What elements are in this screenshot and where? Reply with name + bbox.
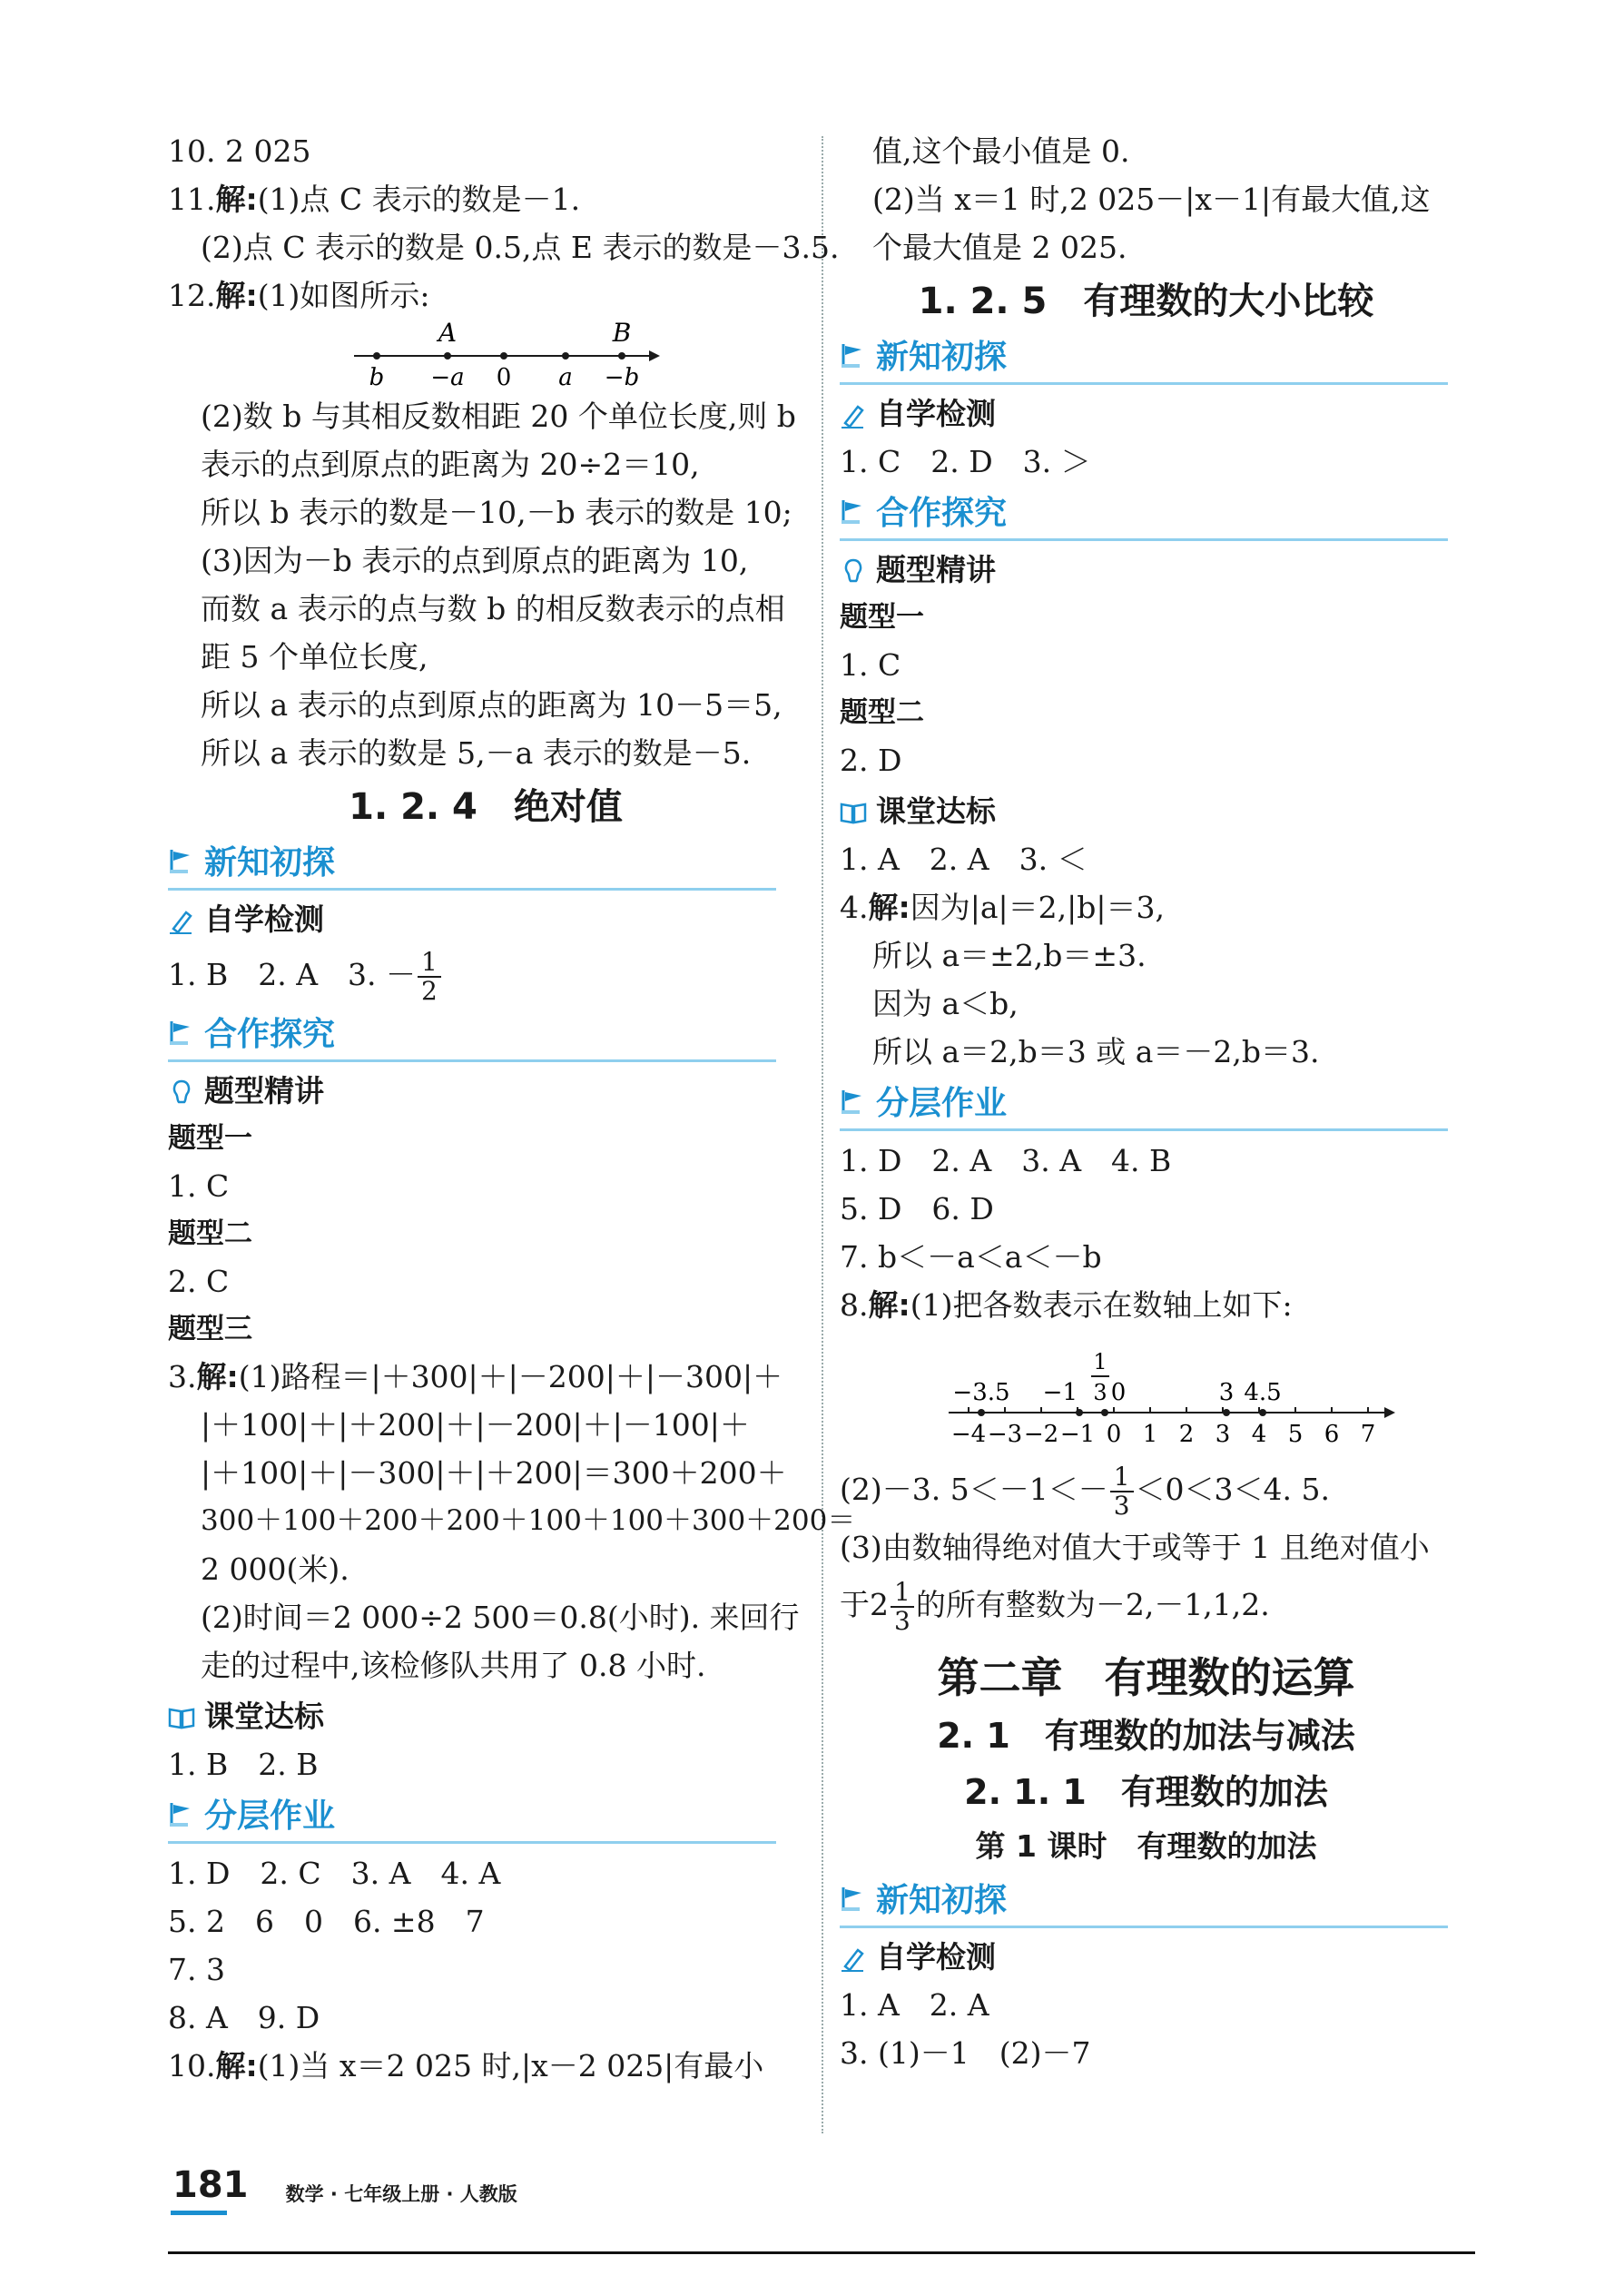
tick-label: −1: [1059, 1421, 1096, 1448]
right-column: [840, 127, 1452, 2077]
subsection-heading: 自学检测: [168, 896, 803, 943]
tick-label: 6: [1324, 1421, 1340, 1448]
tick-label: −4: [950, 1421, 987, 1448]
point-label-a-upper: A: [438, 320, 458, 348]
answer-line: 4.解:因为|a|＝2,|b|＝3,: [840, 890, 1165, 925]
page-footer: [172, 2164, 517, 2207]
answer-line: 而数 a 表示的点与数 b 的相反数表示的点相: [201, 591, 785, 626]
tick-label: −b: [604, 364, 640, 391]
section-title: 2. 1 有理数的加法与减法: [937, 1716, 1355, 1756]
flag-icon: [840, 342, 865, 369]
answer-line: (2)数 b 与其相反数相距 20 个单位长度,则 b: [201, 399, 796, 434]
section-banner: 合作探究: [840, 493, 1448, 541]
book-icon: [840, 799, 867, 826]
answer-line: 所以 b 表示的数是－10,－b 表示的数是 10;: [201, 495, 792, 530]
section-title: 2. 1. 1 有理数的加法: [964, 1772, 1328, 1812]
answer-line: 2 000(米).: [201, 1551, 349, 1587]
fraction: $\frac{1}{2}$: [418, 949, 441, 1005]
question-type-label: 题型一: [840, 601, 924, 634]
answer-line: 8. A 9. D: [168, 2000, 320, 2035]
number-line-diagram: [840, 1329, 1448, 1456]
point-label: −3.5: [952, 1379, 1010, 1406]
pencil-icon: [840, 1945, 867, 1972]
subsection-heading: 题型精讲: [168, 1068, 803, 1115]
answer-line: 10.解:(1)当 x＝2 025 时,|x－2 025|有最小: [168, 2048, 764, 2083]
tick-label: 4: [1251, 1421, 1267, 1448]
answer-line: (3)由数轴得绝对值大于或等于 1 且绝对值小: [840, 1530, 1430, 1565]
answer-line: 5. 2 6 0 6. ±8 7: [168, 1904, 485, 1939]
lesson-title: 第 1 课时 有理数的加法: [975, 1828, 1317, 1864]
answer-line: (2)当 x＝1 时,2 025－|x－1|有最大值,这: [872, 182, 1431, 217]
tick-label: 7: [1360, 1421, 1376, 1448]
answer-line: 11.解:(1)点 C 表示的数是－1.: [168, 182, 581, 217]
footer-rule: [168, 2251, 1475, 2254]
footer-accent-bar: [171, 2211, 227, 2215]
section-banner: 新知初探: [840, 337, 1448, 385]
answer-line: (2)点 C 表示的数是 0.5,点 E 表示的数是－3.5.: [201, 230, 840, 265]
axis-point: [562, 352, 569, 360]
axis-point: [618, 352, 625, 360]
fraction-denominator: 3: [1093, 1380, 1107, 1405]
subsection-heading: 课堂达标: [168, 1693, 803, 1740]
tick-label: 3: [1215, 1421, 1231, 1448]
axis-point: [1101, 1409, 1108, 1416]
section-banner: 新知初探: [840, 1880, 1448, 1928]
point-label: 0: [1110, 1379, 1127, 1406]
answer-line: 所以 a 表示的数是 5,－a 表示的数是－5.: [201, 735, 752, 771]
answer-line: 因为 a＜b,: [872, 986, 1019, 1021]
flag-icon: [168, 848, 193, 875]
answer-line: 于2 $\frac{1}{3}$ 的所有整数为－2,－1,1,2.: [840, 1577, 1270, 1636]
subsection-heading: 自学检测: [840, 390, 1452, 438]
bulb-icon: [168, 1079, 195, 1106]
answer-line: 个最大值是 2 025.: [872, 230, 1127, 265]
answer-line: 3.解:(1)路程＝|＋300|＋|－200|＋|－300|＋: [168, 1359, 783, 1394]
column-divider: [822, 136, 823, 2133]
page-number: 181: [172, 2164, 249, 2206]
axis-point: [978, 1409, 985, 1416]
answer-line: 1. B 2. A 3. － $\frac{1}{2}$: [168, 943, 803, 1007]
answer-line: 走的过程中,该检修队共用了 0.8 小时.: [201, 1648, 706, 1683]
answer-line: 12.解:(1)如图所示:: [168, 278, 430, 313]
flag-icon: [168, 1019, 193, 1047]
tick-label: −2: [1023, 1421, 1059, 1448]
number-line-diagram: [168, 320, 803, 392]
axis-point: [1223, 1409, 1230, 1416]
question-type-label: 题型三: [168, 1313, 252, 1345]
answer-line: 300＋100＋200＋200＋100＋100＋300＋200＝: [201, 1504, 856, 1537]
tick-label: a: [558, 364, 573, 391]
answer-line: 1. C 2. D 3. ＞: [840, 444, 1091, 479]
answer-line: 1. C: [840, 647, 901, 683]
answer-line: 1. B 2. B: [168, 1747, 319, 1782]
answer-line: |＋100|＋|＋200|＋|－200|＋|－100|＋: [201, 1407, 750, 1443]
section-banner: 新知初探: [168, 842, 776, 891]
answer-line: 10. 2 025: [168, 133, 311, 169]
fraction: $\frac{1}{3}$: [891, 1579, 914, 1635]
section-title: 1. 2. 5 有理数的大小比较: [918, 281, 1374, 322]
answer-line: 值,这个最小值是 0.: [872, 133, 1130, 169]
flag-icon: [840, 1886, 865, 1913]
answer-line: 所以 a＝±2,b＝±3.: [872, 938, 1147, 973]
answer-line: (3)因为－b 表示的点到原点的距离为 10,: [201, 543, 749, 578]
fraction-numerator: 1: [1093, 1349, 1107, 1374]
bulb-icon: [840, 557, 867, 585]
point-label-b-upper: B: [612, 320, 632, 348]
tick-label: b: [369, 364, 385, 391]
book-info: 数学 · 七年级上册 · 人教版: [285, 2182, 517, 2205]
flag-icon: [840, 1088, 865, 1116]
answer-line: 3. (1)－1 (2)－7: [840, 2035, 1091, 2071]
axis-point: [1076, 1409, 1083, 1416]
answer-line: 7. b＜－a＜a＜－b: [840, 1239, 1102, 1275]
tick-label: 0: [1106, 1421, 1122, 1448]
subsection-heading: 自学检测: [840, 1934, 1452, 1981]
answer-line: 1. D 2. C 3. A 4. A: [168, 1856, 501, 1891]
answer-line: |＋100|＋|－300|＋|＋200|＝300＋200＋: [201, 1455, 787, 1491]
axis-arrow: [649, 350, 660, 361]
section-banner: 分层作业: [168, 1796, 776, 1844]
tick-label: −3: [987, 1421, 1023, 1448]
answer-line: (2)－3. 5＜－1＜－ $\frac{1}{3}$ ＜0＜3＜4. 5.: [840, 1462, 1330, 1521]
answer-line: (2)时间＝2 000÷2 500＝0.8(小时). 来回行: [201, 1600, 800, 1635]
answer-line: 表示的点到原点的距离为 20÷2＝10,: [201, 447, 700, 482]
chapter-title: 第二章 有理数的运算: [937, 1653, 1355, 1702]
answer-line: 所以 a＝2,b＝3 或 a＝－2,b＝3.: [872, 1034, 1320, 1069]
tick-label: 0: [496, 364, 512, 391]
subsection-heading: 题型精讲: [840, 547, 1452, 594]
axis-point: [1259, 1409, 1266, 1416]
section-banner: 合作探究: [168, 1014, 776, 1062]
answer-line: 1. A 2. A 3. ＜: [840, 842, 1088, 877]
tick-label: 1: [1142, 1421, 1158, 1448]
answer-line: 5. D 6. D: [840, 1191, 994, 1226]
flag-icon: [840, 498, 865, 526]
question-type-label: 题型二: [168, 1217, 252, 1250]
answer-line: 距 5 个单位长度,: [201, 639, 428, 675]
question-type-label: 题型一: [168, 1122, 252, 1155]
answer-line: 2. C: [168, 1264, 230, 1299]
fraction: $\frac{1}{3}$: [1110, 1463, 1134, 1520]
book-icon: [168, 1704, 195, 1731]
subsection-heading: 课堂达标: [840, 788, 1452, 835]
point-label: −1: [1042, 1379, 1078, 1406]
answer-line: 1. D 2. A 3. A 4. B: [840, 1143, 1172, 1178]
axis-point: [500, 352, 507, 360]
point-label: 3: [1218, 1379, 1235, 1406]
answer-line: 2. D: [840, 743, 902, 778]
point-label: 4.5: [1244, 1379, 1282, 1406]
axis-arrow: [1384, 1407, 1395, 1418]
pencil-icon: [168, 907, 195, 934]
answer-line: 1. C: [168, 1168, 230, 1204]
answer-line: 8.解:(1)把各数表示在数轴上如下:: [840, 1287, 1293, 1323]
tick-label: 5: [1287, 1421, 1304, 1448]
pencil-icon: [840, 401, 867, 428]
left-column: [168, 127, 856, 2090]
axis-point: [444, 352, 451, 360]
answer-line: 7. 3: [168, 1952, 225, 1987]
flag-icon: [168, 1801, 193, 1828]
answer-line: 1. A 2. A: [840, 1987, 989, 2023]
axis-point: [373, 352, 380, 360]
section-banner: 分层作业: [840, 1083, 1448, 1131]
answer-line: 所以 a 表示的点到原点的距离为 10－5＝5,: [201, 687, 782, 723]
section-title: 1. 2. 4 绝对值: [349, 786, 623, 828]
question-type-label: 题型二: [840, 696, 924, 729]
tick-label: 2: [1178, 1421, 1195, 1448]
tick-label: −a: [430, 364, 465, 391]
